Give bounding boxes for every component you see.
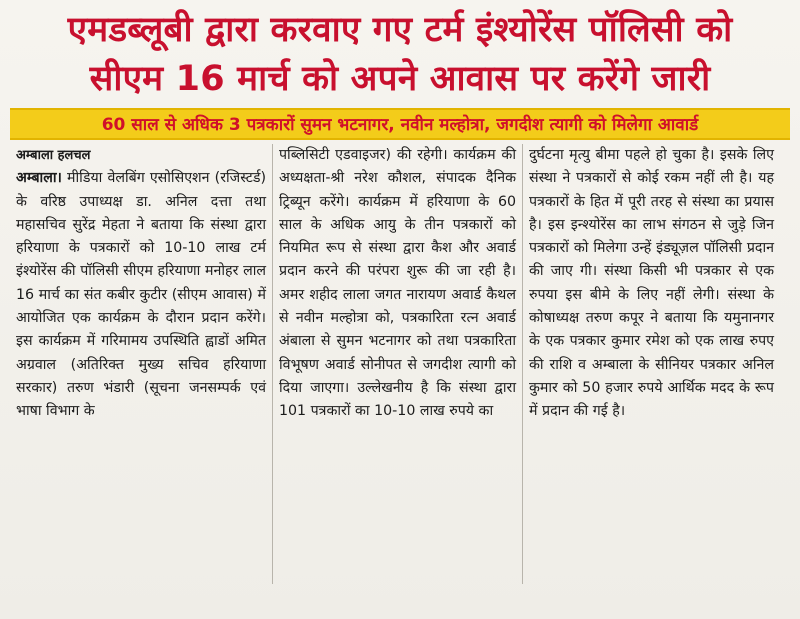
article-column-1	[10, 144, 272, 584]
subheadline-text: 60 साल से अधिक 3 पत्रकारों सुमन भटनागर, नवीन मल्होत्रा, जगदीश त्यागी को मिलेगा आवार्ड	[101, 115, 699, 135]
article-body	[10, 144, 790, 584]
headline-line-1: एमडब्लूबी द्वारा करवाए गए टर्म इंश्योरेंस पॉलिसी को	[67, 10, 733, 50]
subheadline-banner	[10, 108, 790, 140]
article-column-2	[272, 144, 522, 584]
article-column-3	[522, 144, 780, 584]
headline	[10, 6, 790, 104]
column-3-text: दुर्घटना मृत्यु बीमा पहले हो चुका है। इसके लिए संस्था ने पत्रकारों से कोई रकम नहीं ली है। यह पत्रकारों के हित में पूरी तरह से संस्था का प्रयास है। इस इन्श्योरेंस का लाभ संगठन से जुड़े जिन पत्रकारों को मिलेगा उन्हें इंड्यूज़ल पॉलिसी प्रदान की जाए गी। संस्था किसी भी पत्रकार से एक रुपया इस बीमे के लिए नहीं लेगी। संस्था के कोषाध्यक्ष तरुण कपूर ने बताया कि यमुनानगर के एक पत्रकार कुमार रमेश को एक लाख रुपए की राशि व अम्बाला के सीनियर पत्रकार अनिल कुमार को 50 हजार रुपये आर्थिक मदद के रूप में प्रदान की गई है।	[529, 147, 774, 420]
column-1-text: मीडिया वेलबिंग एसोसिएशन (रजिस्टर्ड) के वरिष्ठ उपाध्यक्ष डा. अनिल दत्ता तथा महासचिव सुरेंद्र मेहता ने बताया कि संस्था द्वारा हरियाणा के पत्रकारों को 10-10 लाख टर्म इंश्योरेंस की पॉलिसी सीएम हरियाणा मनोहर लाल 16 मार्च का संत कबीर कुटीर (सीएम आवास) में आयोजित एक कार्यक्रम के दौरान प्रदान करेंगे। इस कार्यक्रम में गरिमामय उपस्थिति ह्वाडों अमित अग्रवाल (अतिरिक्त मुख्य सचिव हरियाणा सरकार) तरुण भंडारी (सूचना जनसम्पर्क एवं भाषा विभाग के	[16, 170, 266, 420]
byline: अम्बाला हलचल	[16, 148, 91, 163]
headline-line-2: सीएम 16 मार्च को अपने आवास पर करेंगे जारी	[89, 59, 711, 99]
column-2-text: पब्लिसिटी एडवाइजर) की रहेगी। कार्यक्रम की अध्यक्षता-श्री नरेश कौशल, संपादक दैनिक ट्रिब्यून करेंगे। कार्यक्रम में हरियाणा के 60 साल के अधिक आयु के तीन पत्रकारों को नियमित रूप से संस्था द्वारा कैश और अवार्ड प्रदान करने की परंपरा शुरू की जा रही है। अमर शहीद लाला जगत नारायण अवार्ड कैथल से नवीन मल्होत्रा को, पत्रकारिता रत्न अवार्ड अंबाला से सुमन भटनागर को तथा पत्रकारिता विभूषण अवार्ड सोनीपत से जगदीश त्यागी को दिया जाएगा। उल्लेखनीय है कि संस्था द्वारा 101 पत्रकारों का 10-10 लाख रुपये का	[279, 147, 516, 420]
dateline: अम्बाला।	[16, 170, 62, 187]
